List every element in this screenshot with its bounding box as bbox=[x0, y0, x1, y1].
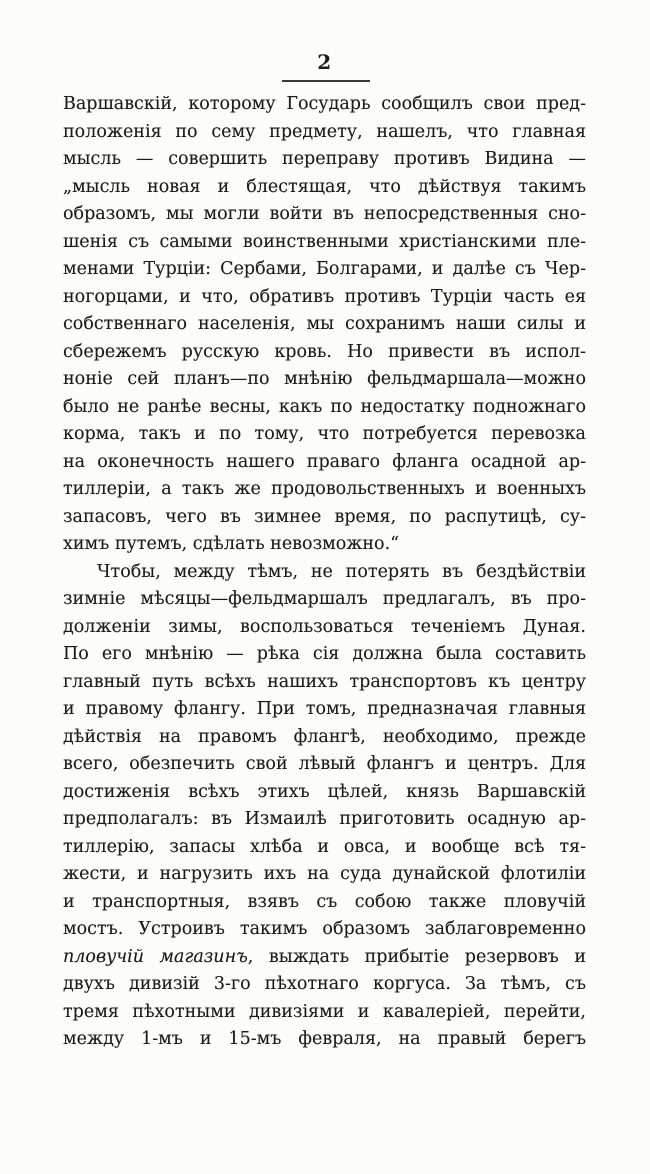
paragraph-1 bbox=[63, 91, 586, 559]
text-line: положенія по сему предмету, нашелъ, что главная bbox=[63, 121, 586, 142]
text-line: тиллерію, запасы хлѣба и овса, и вообще всѣ тя- bbox=[63, 836, 586, 857]
text-line: было не ранѣе весны, какъ по недостатку подножнаго bbox=[63, 396, 586, 417]
paragraph-2 bbox=[63, 559, 586, 1054]
text-line: между 1-мъ и 15-мъ февраля, на правый берегъ bbox=[63, 1029, 586, 1049]
text-line: и правому флангу. При томъ, предназначая главныя bbox=[63, 699, 586, 719]
text-line: химъ путемъ, сдѣлать невозможно.“ bbox=[63, 534, 400, 554]
header-rule bbox=[282, 80, 370, 82]
text-line: сбережемъ русскую кровь. Но привести въ испол- bbox=[63, 341, 586, 362]
text-line: собственнаго населенія, мы сохранимъ наши силы и bbox=[63, 314, 586, 334]
text-line: корма, такъ и по тому, что потребуется перевозка bbox=[63, 424, 586, 444]
text-line: мысль — совершить переправу противъ Видина — bbox=[63, 149, 586, 169]
italic-phrase: пловучій магазинъ bbox=[63, 946, 248, 967]
text-block bbox=[63, 91, 586, 1054]
text-line: достиженія всѣхъ этихъ цѣлей, князь Варшавскій bbox=[63, 781, 586, 802]
text-line: долженіи зимы, воспользоваться теченіемъ Дуная. bbox=[63, 616, 586, 637]
text-line: образомъ, мы могли войти въ непосредственныя сно- bbox=[63, 204, 586, 224]
text-line: жести, и нагрузить ихъ на суда дунайской флотиліи bbox=[63, 864, 586, 884]
text-line: тиллеріи, а такъ же продовольственныхъ и военныхъ bbox=[63, 479, 586, 499]
line-rest: , выждать прибытіе резервовъ и bbox=[247, 946, 586, 967]
text-line: шенія съ самыми воинственными христіанскими пле- bbox=[63, 231, 586, 252]
text-line: запасовъ, чего въ зимнее время, по распутицѣ, су- bbox=[63, 506, 586, 527]
text-line: зимніе мѣсяцы—фельдмаршалъ предлагалъ, въ про- bbox=[63, 589, 586, 609]
text-line: главный путь всѣхъ нашихъ транспортовъ къ центру bbox=[63, 671, 586, 692]
text-line: По его мнѣнію — рѣка сія должна была составить bbox=[63, 644, 586, 664]
text-line: Чтобы, между тѣмъ, не потерять въ бездѣйствіи bbox=[97, 561, 586, 582]
page-number: 2 bbox=[317, 50, 332, 74]
text-line: ноніе сей планъ—по мнѣнію фельдмаршала—можно bbox=[63, 369, 586, 389]
text-line: и транспортныя, взявъ съ собою также пловучій bbox=[63, 891, 586, 912]
text-line: мостъ. Устроивъ такимъ образомъ заблаговременно bbox=[63, 919, 586, 939]
text-line: Варшавскій, которому Государь сообщилъ свои пред- bbox=[63, 94, 586, 114]
text-line: „мысль новая и блестящая, что дѣйствуя такимъ bbox=[63, 176, 586, 197]
text-line: ногорцами, и что, обративъ противъ Турціи часть ея bbox=[63, 286, 586, 307]
text-line: дѣйствія на правомъ флангѣ, необходимо, прежде bbox=[63, 726, 586, 747]
text-line: менами Турціи: Сербами, Болгарами, и далѣе съ Чер- bbox=[63, 259, 586, 279]
text-line-italic-lead bbox=[63, 944, 586, 972]
text-line: на оконечность нашего праваго фланга осадной ар- bbox=[63, 451, 586, 472]
text-line: всего, обезпечить свой лѣвый флангъ и центръ. Для bbox=[63, 754, 586, 774]
text-line: тремя пѣхотными дивизіями и кавалеріей, перейти, bbox=[63, 1001, 586, 1022]
text-line: предполагалъ: въ Измаилѣ приготовить осадную ар- bbox=[63, 809, 586, 829]
text-line: двухъ дивизій 3-го пѣхотнаго коргуса. За тѣмъ, съ bbox=[63, 974, 586, 994]
